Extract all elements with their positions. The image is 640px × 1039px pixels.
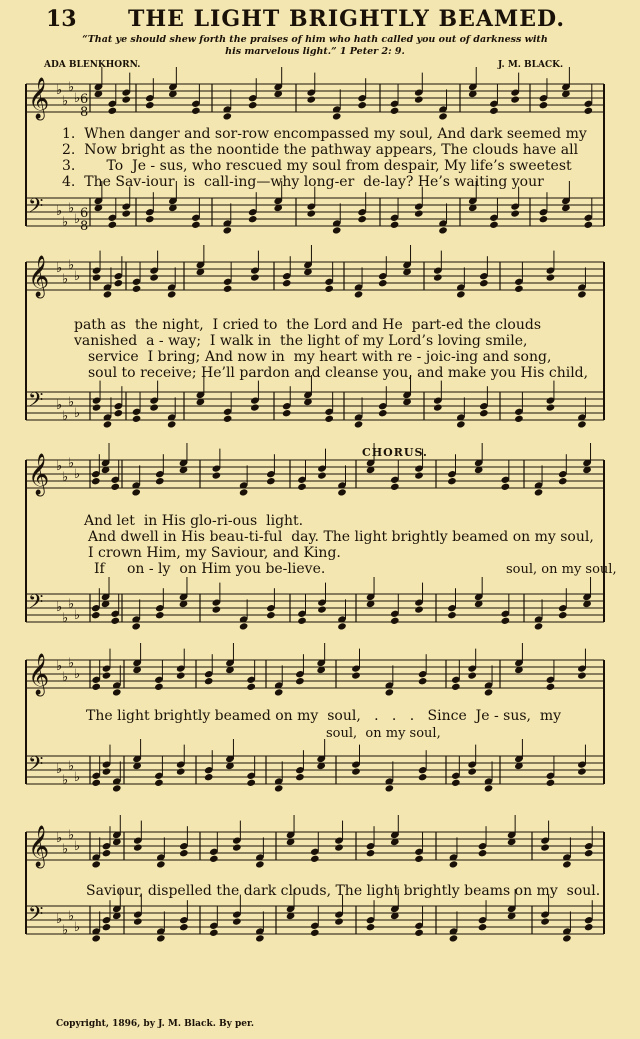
note-head: [274, 688, 284, 696]
verse-3-line-2: service I bring; And now in my heart with re - joic-ing and song,: [88, 349, 552, 365]
note-head: [91, 477, 101, 485]
hymn-title: THE LIGHT BRIGHTLY BEAMED.: [128, 6, 565, 32]
flat-sign-icon: ♭: [68, 258, 75, 273]
note-head: [154, 683, 164, 691]
note-head: [478, 849, 488, 857]
lyricist-credit: ADA BLENKHORN.: [44, 60, 141, 70]
note-head: [489, 221, 499, 229]
note-head: [114, 279, 124, 287]
note-head: [577, 767, 587, 775]
note-head: [149, 273, 159, 281]
note-head: [282, 409, 292, 417]
note-head: [110, 617, 120, 625]
note-head: [514, 285, 524, 293]
note-head: [510, 95, 520, 103]
note-head: [438, 112, 448, 120]
chorus-line-3-v3: I crown Him, my Saviour, and King.: [88, 545, 341, 561]
flat-sign-icon: ♭: [56, 762, 63, 777]
note-head: [297, 483, 307, 491]
note-head: [479, 279, 489, 287]
bass-clef-icon: 𝄢: [28, 752, 44, 780]
note-head: [584, 107, 594, 115]
note-head: [91, 934, 101, 942]
flat-sign-icon: ♭: [74, 91, 81, 106]
page-number: 13: [46, 6, 77, 32]
note-head: [418, 773, 428, 781]
note-head: [484, 784, 494, 792]
note-head: [484, 688, 494, 696]
note-head: [456, 290, 466, 298]
chorus-line-4: The light brightly beamed on my soul, . . . Since Je - sus, my: [86, 708, 562, 724]
verse-4-line-2: soul to receive; He’ll pardon and cleanse you, and make you His child,: [88, 365, 589, 381]
note-head: [121, 209, 131, 217]
note-head: [501, 483, 511, 491]
note-head: [306, 95, 316, 103]
time-signature-top: 6: [80, 92, 89, 107]
flat-sign-icon: ♭: [56, 398, 63, 413]
note-head: [337, 622, 347, 630]
flat-sign-icon: ♭: [56, 600, 63, 615]
note-head: [558, 611, 568, 619]
flat-sign-icon: ♭: [56, 261, 63, 276]
note-head: [414, 471, 424, 479]
flat-sign-icon: ♭: [68, 80, 75, 95]
time-signature-bottom: 8: [80, 105, 89, 120]
note-head: [306, 209, 316, 217]
note-head: [223, 415, 233, 423]
note-head: [354, 290, 364, 298]
note-head: [133, 843, 143, 851]
flat-sign-icon: ♭: [56, 912, 63, 927]
flat-sign-icon: ♭: [68, 201, 75, 216]
note-head: [295, 677, 305, 685]
note-head: [282, 279, 292, 287]
note-head: [102, 671, 112, 679]
note-head: [156, 860, 166, 868]
note-head: [584, 923, 594, 931]
note-head: [108, 221, 118, 229]
note-head: [447, 477, 457, 485]
note-head: [433, 403, 443, 411]
note-head: [447, 611, 457, 619]
note-head: [390, 221, 400, 229]
time-signature-top: 6: [80, 206, 89, 221]
note-head: [223, 285, 233, 293]
note-head: [145, 215, 155, 223]
note-head: [239, 622, 249, 630]
note-head: [414, 605, 424, 613]
flat-sign-icon: ♭: [68, 828, 75, 843]
chorus-line-3-bass-echo: soul, on my soul,: [506, 562, 617, 577]
note-head: [222, 226, 232, 234]
verse-2-line-1: 2. Now bright as the noontide the pathway appears, The clouds have all: [62, 142, 579, 158]
note-head: [108, 107, 118, 115]
note-head: [209, 929, 219, 937]
note-head: [385, 688, 395, 696]
note-head: [378, 409, 388, 417]
note-head: [250, 273, 260, 281]
note-head: [366, 923, 376, 931]
flat-sign-icon: ♭: [68, 597, 75, 612]
note-head: [154, 779, 164, 787]
chorus-line-3-v4: If on - ly on Him you be-lieve.: [94, 561, 326, 577]
note-head: [351, 767, 361, 775]
composer-credit: J. M. BLACK.: [498, 60, 564, 70]
note-head: [317, 605, 327, 613]
note-head: [156, 934, 166, 942]
note-head: [310, 855, 320, 863]
note-head: [191, 107, 201, 115]
note-head: [295, 773, 305, 781]
note-head: [232, 917, 242, 925]
note-head: [176, 671, 186, 679]
note-head: [451, 779, 461, 787]
note-head: [390, 107, 400, 115]
note-head: [92, 273, 102, 281]
note-head: [357, 101, 367, 109]
note-head: [255, 860, 265, 868]
treble-clef-icon: 𝄞: [28, 256, 50, 297]
flat-sign-icon: ♭: [62, 842, 69, 857]
note-head: [246, 683, 256, 691]
note-head: [584, 849, 594, 857]
note-head: [354, 420, 364, 428]
treble-clef-icon: 𝄞: [28, 826, 50, 867]
note-head: [390, 483, 400, 491]
flat-sign-icon: ♭: [74, 467, 81, 482]
bass-clef-icon: 𝄢: [28, 388, 44, 416]
note-head: [121, 95, 131, 103]
flat-sign-icon: ♭: [68, 656, 75, 671]
note-head: [131, 488, 141, 496]
note-head: [132, 415, 142, 423]
note-head: [239, 488, 249, 496]
verse-1-line-2: path as the night, I cried to the Lord and He part-ed the clouds: [74, 317, 542, 333]
note-head: [248, 215, 258, 223]
flat-sign-icon: ♭: [68, 456, 75, 471]
note-head: [91, 779, 101, 787]
note-head: [478, 923, 488, 931]
note-head: [418, 677, 428, 685]
note-head: [266, 477, 276, 485]
bass-clef-icon: 𝄢: [28, 194, 44, 222]
note-head: [433, 273, 443, 281]
note-head: [248, 101, 258, 109]
flat-sign-icon: ♭: [56, 831, 63, 846]
chorus-line-4-bass-echo: soul, on my soul,: [326, 726, 441, 741]
flat-sign-icon: ♭: [74, 608, 81, 623]
note-head: [91, 611, 101, 619]
note-head: [191, 221, 201, 229]
note-head: [204, 773, 214, 781]
note-head: [558, 477, 568, 485]
note-head: [246, 779, 256, 787]
note-head: [176, 767, 186, 775]
note-head: [562, 934, 572, 942]
note-head: [390, 617, 400, 625]
note-head: [274, 784, 284, 792]
flat-sign-icon: ♭: [74, 269, 81, 284]
note-head: [103, 290, 113, 298]
note-head: [456, 420, 466, 428]
note-head: [577, 420, 587, 428]
note-head: [351, 671, 361, 679]
note-head: [414, 209, 424, 217]
note-head: [167, 290, 177, 298]
verse-2-line-2: vanished a - way; I walk in the light of my Lord’s loving smile,: [74, 333, 528, 349]
flat-sign-icon: ♭: [62, 215, 69, 230]
flat-sign-icon: ♭: [74, 212, 81, 227]
note-head: [514, 415, 524, 423]
note-head: [92, 403, 102, 411]
flat-sign-icon: ♭: [62, 923, 69, 938]
note-head: [546, 779, 556, 787]
verse-4-line-1: 4. The Sav-iour is call-ing—why long-er de-lay? He’s waiting your: [62, 174, 544, 190]
note-head: [332, 226, 342, 234]
treble-clef-icon: 𝄞: [28, 454, 50, 495]
note-head: [132, 285, 142, 293]
note-head: [414, 855, 424, 863]
flat-sign-icon: ♭: [62, 611, 69, 626]
note-head: [204, 677, 214, 685]
flat-sign-icon: ♭: [68, 909, 75, 924]
note-head: [577, 290, 587, 298]
note-head: [209, 855, 219, 863]
note-head: [91, 860, 101, 868]
note-head: [467, 671, 477, 679]
note-head: [332, 112, 342, 120]
note-head: [103, 420, 113, 428]
note-head: [212, 471, 222, 479]
note-head: [489, 107, 499, 115]
chorus-line-3-v2: And dwell in His beau-ti-ful day. The light brightly beamed on my soul,: [88, 529, 594, 545]
flat-sign-icon: ♭: [56, 204, 63, 219]
note-head: [334, 843, 344, 851]
note-head: [366, 849, 376, 857]
note-head: [378, 279, 388, 287]
note-head: [112, 688, 122, 696]
flat-sign-icon: ♭: [68, 759, 75, 774]
note-head: [414, 95, 424, 103]
note-head: [414, 929, 424, 937]
bass-clef-icon: 𝄢: [28, 902, 44, 930]
note-head: [324, 415, 334, 423]
time-signature-bottom: 8: [80, 219, 89, 234]
note-head: [357, 215, 367, 223]
verse-3-line-1: 3. To Je - sus, who rescued my soul from despair, My life’s sweetest: [62, 158, 572, 174]
treble-clef-icon: 𝄞: [28, 654, 50, 695]
note-head: [155, 611, 165, 619]
note-head: [540, 917, 550, 925]
flat-sign-icon: ♭: [56, 659, 63, 674]
note-head: [577, 671, 587, 679]
chorus-line-3-v1: And let in His glo-ri-ous light.: [84, 513, 304, 529]
note-head: [133, 917, 143, 925]
flat-sign-icon: ♭: [68, 395, 75, 410]
flat-sign-icon: ♭: [62, 773, 69, 788]
note-head: [102, 849, 112, 857]
note-head: [131, 622, 141, 630]
note-head: [534, 488, 544, 496]
flat-sign-icon: ♭: [62, 670, 69, 685]
note-head: [310, 929, 320, 937]
flat-sign-icon: ♭: [56, 83, 63, 98]
note-head: [102, 767, 112, 775]
note-head: [155, 477, 165, 485]
note-head: [385, 784, 395, 792]
flat-sign-icon: ♭: [74, 406, 81, 421]
note-head: [112, 784, 122, 792]
note-head: [539, 101, 549, 109]
note-head: [179, 849, 189, 857]
note-head: [584, 221, 594, 229]
note-head: [467, 767, 477, 775]
flat-sign-icon: ♭: [74, 770, 81, 785]
note-head: [562, 860, 572, 868]
chorus-line-5: Saviour, dispelled the dark clouds, The light brightly beams on my soul.: [86, 883, 601, 899]
flat-sign-icon: ♭: [62, 94, 69, 109]
note-head: [266, 611, 276, 619]
note-head: [250, 403, 260, 411]
note-head: [451, 683, 461, 691]
note-head: [501, 617, 511, 625]
note-head: [145, 101, 155, 109]
note-head: [297, 617, 307, 625]
note-head: [102, 923, 112, 931]
bass-clef-icon: 𝄢: [28, 590, 44, 618]
flat-sign-icon: ♭: [74, 839, 81, 854]
note-head: [540, 843, 550, 851]
copyright-notice: Copyright, 1896, by J. M. Black. By per.: [56, 1019, 255, 1029]
note-head: [546, 273, 556, 281]
flat-sign-icon: ♭: [62, 272, 69, 287]
note-head: [149, 403, 159, 411]
flat-sign-icon: ♭: [56, 459, 63, 474]
note-head: [324, 285, 334, 293]
flat-sign-icon: ♭: [74, 667, 81, 682]
note-head: [337, 488, 347, 496]
note-head: [167, 420, 177, 428]
treble-clef-icon: 𝄞: [28, 78, 50, 119]
flat-sign-icon: ♭: [74, 920, 81, 935]
note-head: [479, 409, 489, 417]
note-head: [110, 483, 120, 491]
note-head: [546, 403, 556, 411]
chorus-label: CHORUS.: [362, 446, 428, 459]
note-head: [334, 917, 344, 925]
note-head: [317, 471, 327, 479]
verse-1-line-1: 1. When danger and sor-row encompassed my soul, And dark seemed my: [62, 126, 587, 142]
note-head: [255, 934, 265, 942]
note-head: [546, 683, 556, 691]
scripture-epigraph: “That ye should shew forth the praises of him who hath called you out of darkness with his marvelous light.” 1 Peter 2: 9.: [82, 34, 548, 57]
note-head: [510, 209, 520, 217]
note-head: [449, 934, 459, 942]
note-head: [449, 860, 459, 868]
note-head: [212, 605, 222, 613]
note-head: [179, 923, 189, 931]
note-head: [438, 226, 448, 234]
note-head: [539, 215, 549, 223]
note-head: [91, 683, 101, 691]
note-head: [222, 112, 232, 120]
note-head: [114, 409, 124, 417]
flat-sign-icon: ♭: [62, 409, 69, 424]
note-head: [232, 843, 242, 851]
flat-sign-icon: ♭: [62, 470, 69, 485]
note-head: [534, 622, 544, 630]
